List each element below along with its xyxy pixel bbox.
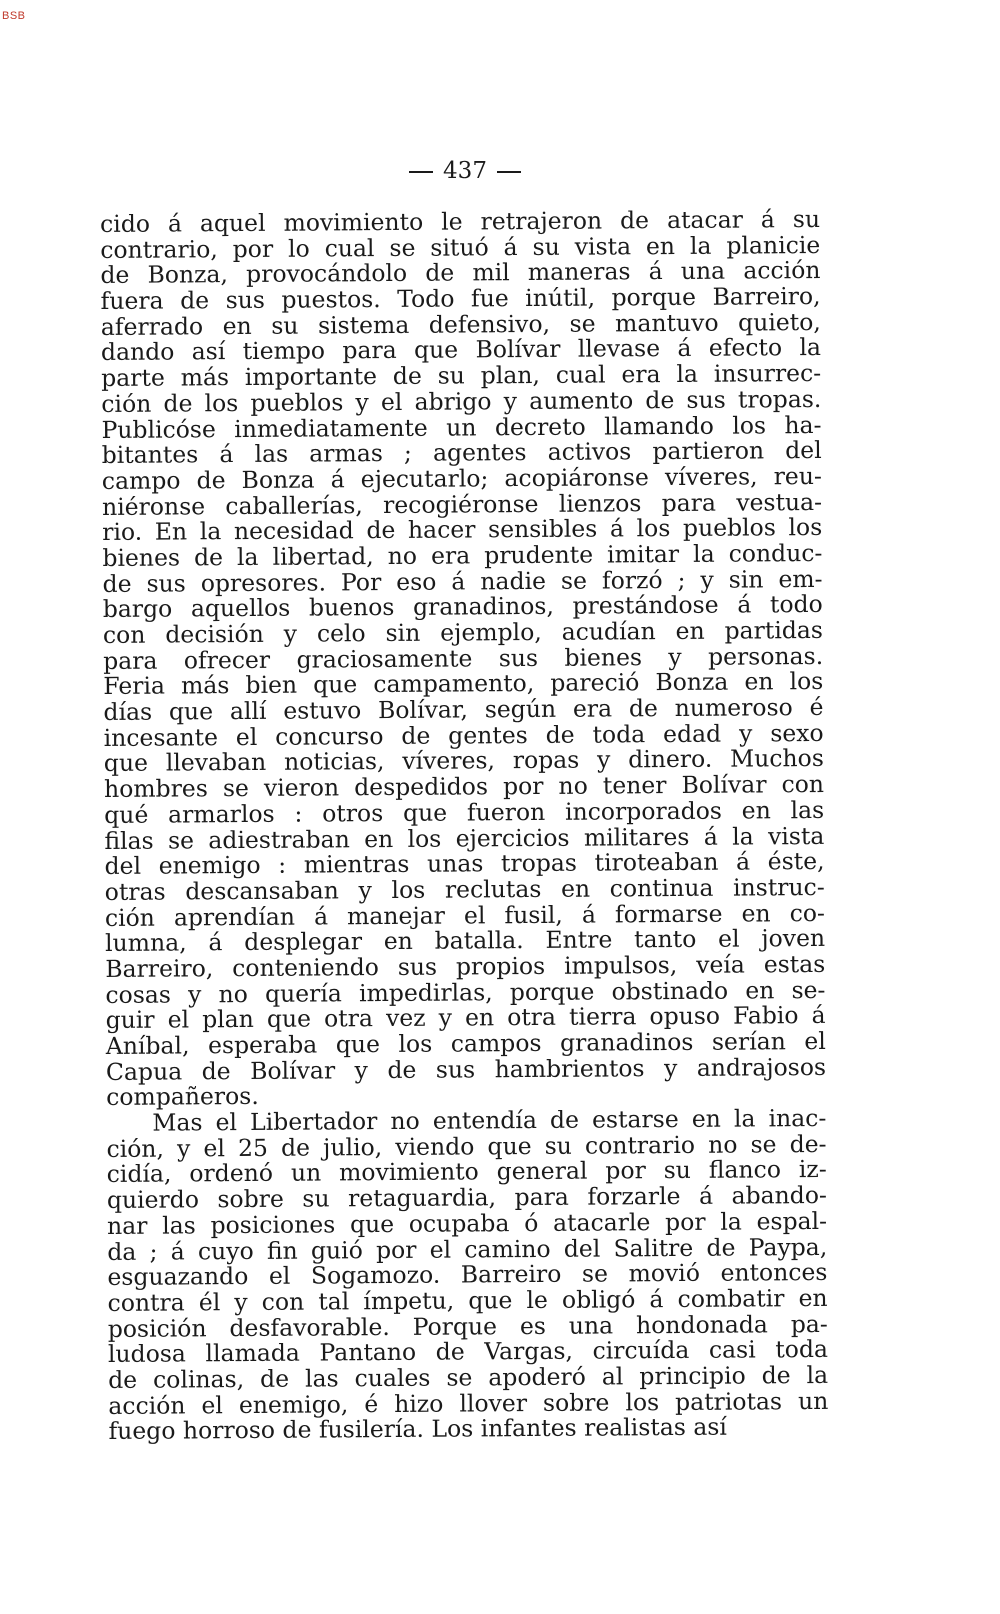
text-line: Mas el Libertador no entendía de estarse en la inac-	[152, 1104, 827, 1137]
text-line: campo de Bonza á ejecutarlo; acopiáronse víveres, reu-	[101, 461, 822, 495]
text-line: rio. En la necesidad de hacer sensibles á los pueblos los	[102, 513, 823, 547]
text-line: fuego horroso de fusilería. Los infantes realistas así	[108, 1412, 728, 1446]
text-line: fuera de sus puestos. Todo fue inútil, porque Barreiro,	[100, 282, 821, 316]
text-line: nar las posiciones que ocupaba ó atacarle por la espal-	[106, 1206, 828, 1240]
text-line: ción aprendían á manejar el fusil, á formarse en co-	[104, 898, 826, 932]
text-line: qué armarlos : otros que fueron incorporados en las	[104, 795, 825, 829]
text-line: contra él y con tal ímpetu, que le obligó á combatir en	[107, 1283, 828, 1317]
text-line: días que allí estuvo Bolívar, según era de numeroso é	[103, 693, 824, 727]
page-number-dash-right	[497, 171, 521, 173]
text-line: contrario, por lo cual se situó á su vista en la planicie	[100, 230, 821, 264]
page-number-dash-left	[409, 171, 433, 173]
text-line: de Bonza, provocándolo de mil maneras á una acción	[100, 256, 821, 290]
text-line: Capua de Bolívar y de sus hambrientos y andrajosos	[105, 1052, 827, 1086]
text-line: bienes de la libertad, no era prudente imitar la conduc-	[102, 538, 823, 572]
text-line: del enemigo : mientras unas tropas tiroteaban á éste,	[104, 847, 825, 881]
text-line: hombres se vieron despedidos por no tener Bolívar con	[103, 770, 825, 804]
text-line: Publicóse inmediatamente un decreto llamando los ha-	[101, 410, 822, 444]
text-line: otras descansaban y los reclutas en continua instruc-	[104, 872, 825, 906]
text-line: lumna, á desplegar en batalla. Entre tanto el joven	[105, 924, 826, 958]
text-line: para ofrecer graciosamente sus bienes y personas.	[103, 641, 824, 675]
text-line: cido á aquel movimiento le retrajeron de atacar á su	[99, 204, 821, 238]
page-number	[0, 158, 930, 184]
text-line: niéronse caballerías, recogiéronse lienzos para vestua-	[101, 487, 823, 521]
text-line: ción de los pueblos y el abrigo y aumento de sus tropas.	[101, 384, 822, 418]
text-line: Feria más bien que campamento, pareció Bonza en los	[103, 667, 824, 701]
text-line: Aníbal, esperaba que los campos granadinos serían el	[105, 1026, 826, 1060]
text-line: posición desfavorable. Porque es una hondonada pa-	[107, 1309, 828, 1343]
text-line: parte más importante de su plan, cual era la insurrec-	[101, 359, 822, 393]
text-line: esguazando el Sogamozo. Barreiro se movió entonces	[107, 1258, 828, 1292]
text-line: da ; á cuyo fin guió por el camino del Salitre de Paypa,	[107, 1232, 828, 1266]
text-line: ción, y el 25 de julio, viendo que su contrario no se de-	[106, 1129, 827, 1163]
text-line: bitantes á las armas ; agentes activos partieron del	[101, 436, 822, 470]
text-line: guir el plan que otra vez y en otra tierra opuso Fabio á	[105, 1001, 826, 1035]
text-line: aferrado en su sistema defensivo, se mantuvo quieto,	[100, 307, 821, 341]
page-number-text: 437	[443, 158, 487, 184]
text-line: con decisión y celo sin ejemplo, acudían en partidas	[102, 615, 824, 649]
text-line: ludosa llamada Pantano de Vargas, circuída casi toda	[107, 1335, 829, 1369]
text-line: que llevaban noticias, víveres, ropas y dinero. Muchos	[103, 744, 824, 778]
text-line: dando así tiempo para que Bolívar llevase á efecto la	[100, 333, 822, 367]
text-line: filas se adiestraban en los ejercicios militares á la vista	[104, 821, 825, 855]
text-line: de colinas, de las cuales se apoderó al principio de la	[108, 1360, 829, 1394]
body-text	[99, 204, 829, 1446]
text-line: Barreiro, conteniendo sus propios impulsos, veía estas	[105, 949, 826, 983]
text-line: compañeros.	[106, 1082, 259, 1112]
text-line: cosas y no quería impedirlas, porque obstinado en se-	[105, 975, 826, 1009]
text-line: bargo aquellos buenos granadinos, prestándose á todo	[102, 590, 823, 624]
text-line: quierdo sobre su retaguardia, para forzarle á abando-	[106, 1181, 827, 1215]
text-line: cidía, ordenó un movimiento general por su flanco iz-	[106, 1155, 827, 1189]
library-mark: BSB	[2, 10, 26, 22]
text-line: de sus opresores. Por eso á nadie se forzó ; y sin em-	[102, 564, 823, 598]
text-line: acción el enemigo, é hizo llover sobre los patriotas un	[108, 1386, 829, 1420]
text-line: incesante el concurso de gentes de toda edad y sexo	[103, 718, 824, 752]
